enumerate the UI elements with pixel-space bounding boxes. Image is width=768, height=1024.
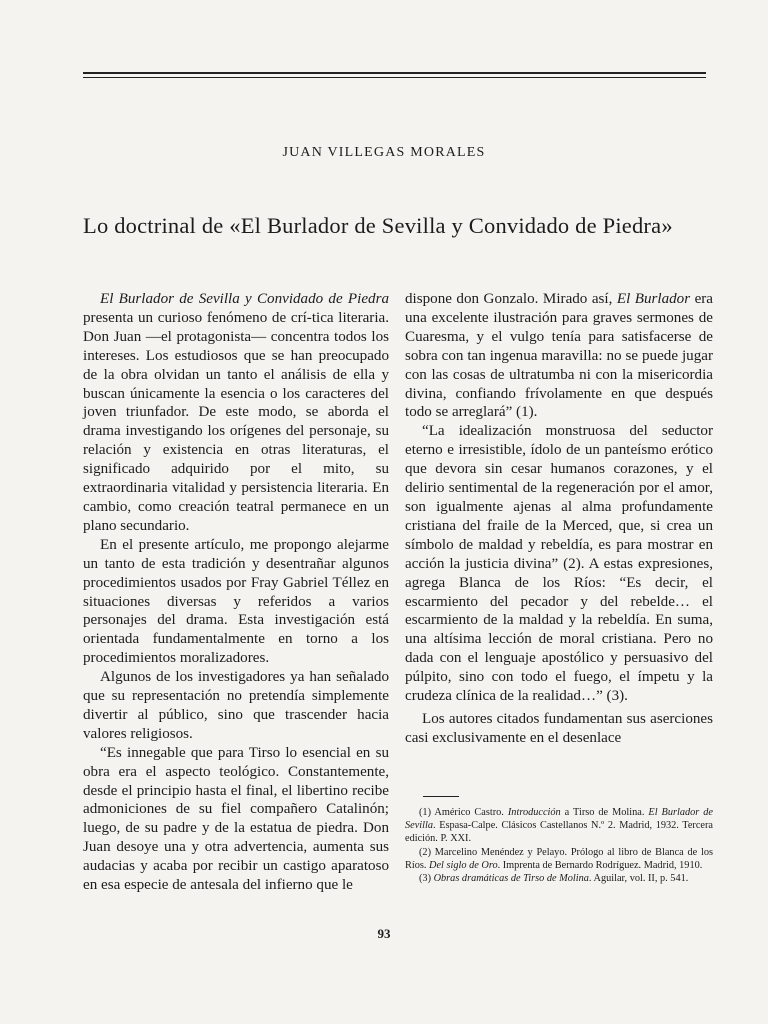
author-name: JUAN VILLEGAS MORALES	[282, 145, 486, 160]
footnote-1	[405, 806, 713, 846]
paragraph-1	[83, 290, 389, 536]
right-column	[405, 290, 713, 748]
footnote-1-italic-1: Introducción	[507, 807, 561, 818]
footnotes	[405, 806, 713, 885]
paragraph-5	[405, 290, 713, 422]
footnote-3-text-b: . Aguilar, vol. II, p. 541.	[588, 873, 689, 885]
paragraph-2: En el presente artículo, me propongo alejarme un tanto de esta tradición y desentrañar algunos procedimientos usados por Fray Gabriel Téllez en situaciones diversas y referidos a varios personajes del drama. Esta investigación está orientada fundamentalmente en torno a los procedimientos moralizadores.	[83, 536, 389, 667]
footnote-2-text: (2) Marcelino Menéndez y Pelayo. Prólogo al libro de Blanca de los Ríos.	[405, 846, 713, 871]
paragraph-5-text-a: dispone don Gonzalo. Mirado así,	[405, 291, 617, 307]
footnote-3-italic: Obras dramáticas de Tirso de Molina	[433, 873, 589, 885]
footnote-1-text: (1) Américo Castro.	[419, 807, 508, 818]
paragraph-7: Los autores citados fundamentan sus aserciones casi exclusivamente en el desenlace	[405, 710, 713, 746]
footnote-1-text-b: a Tirso de Molina.	[560, 807, 649, 818]
footnote-3-text: (3)	[419, 873, 434, 885]
paragraph-3: Algunos de los investigadores ya han señalado que su representación no pretendía simplemente divertir al público, sino que trascender hacia valores religiosos.	[83, 669, 389, 742]
footnote-3	[405, 872, 713, 885]
footnote-1-italic-2: El Burlador de Sevilla	[405, 807, 713, 832]
left-column	[83, 290, 389, 895]
paragraph-1-text: presenta un curioso fenómeno de crí-tica literaria. Don Juan —el protagonista— concentra todos los intereses. Los estudiosos que se han preocupado de la obra olvidan un tanto el análisis de ella y buscan únicamente la esencia o los caracteres del joven triunfador. De este modo, se aborda el drama investigando los orígenes del personaje, su relación y existencia en otras literaturas, el significado adquirido por el mito, su extraordinaria vitalidad y persistencia literaria. En cambio, como creación teatral permanece en un plano secundario.	[83, 309, 389, 534]
header-rule-thin	[83, 77, 706, 78]
footnote-2-text-b: . Imprenta de Bernardo Rodríguez. Madrid, 1910.	[497, 859, 703, 871]
work-title: El Burlador de Sevilla y Convidado de Piedra	[100, 291, 389, 307]
paragraph-4: “Es innegable que para Tirso lo esencial en su obra era el aspecto teológico. Constantemente, desde el principio hasta el final, el libertino recibe admoniciones de su fiel compañero Catalinón; luego, de su padre y de la estatua de piedra. Don Juan desoye una y otra advertencia, aumenta sus audacias y acaba por recibir un castigo aparatoso en esa especie de antesala del infierno que le	[83, 744, 389, 894]
paragraph-5-text-b: era una excelente ilustración para graves sermones de Cuaresma, y el vulgo tenía para satisfacerse de sobra con tan ingenua maravilla: no se puede jugar con las cosas de ultratumba ni con la misericordia divina, confiando frívolamente en que después todo se arreglará” (1).	[405, 291, 714, 421]
page-number: 93	[377, 926, 391, 941]
footnote-2	[405, 846, 713, 872]
work-title-short: El Burlador	[616, 291, 691, 307]
footnote-rule	[423, 796, 459, 797]
header-rule-thick	[83, 72, 706, 74]
footnote-1-text-c: . Espasa-Calpe. Clásicos Castellanos N.º 2. Madrid, 1932. Tercera edición. P. XXI.	[405, 820, 713, 845]
article-title: Lo doctrinal de «El Burlador de Sevilla y Convidado de Piedra»	[83, 213, 673, 238]
footnote-2-italic: Del siglo de Oro	[429, 859, 498, 871]
paragraph-6: “La idealización monstruosa del seductor eterno e irresistible, ídolo de un panteísmo erótico que devora sin cesar humanos corazones, y el delirio sentimental de la regeneración por el amor, son igualmente ajenas al alma profundamente cristiana del fraile de la Merced, que, si crea un símbolo de maldad y rebeldía, es para mostrar en acción la justicia divina” (2). A estas expresiones, agrega Blanca de los Ríos: “Es decir, el escarmiento del pecador y del rebelde… el escarmiento de la maldad y la rebeldía. En suma, una altísima lección de moral cristiana. Pero no dada con el lenguaje apostólico y persuasivo del púlpito, sino con todo el fuego, el ímpetu y la crudeza clínica de la realidad…” (3).	[405, 423, 713, 705]
